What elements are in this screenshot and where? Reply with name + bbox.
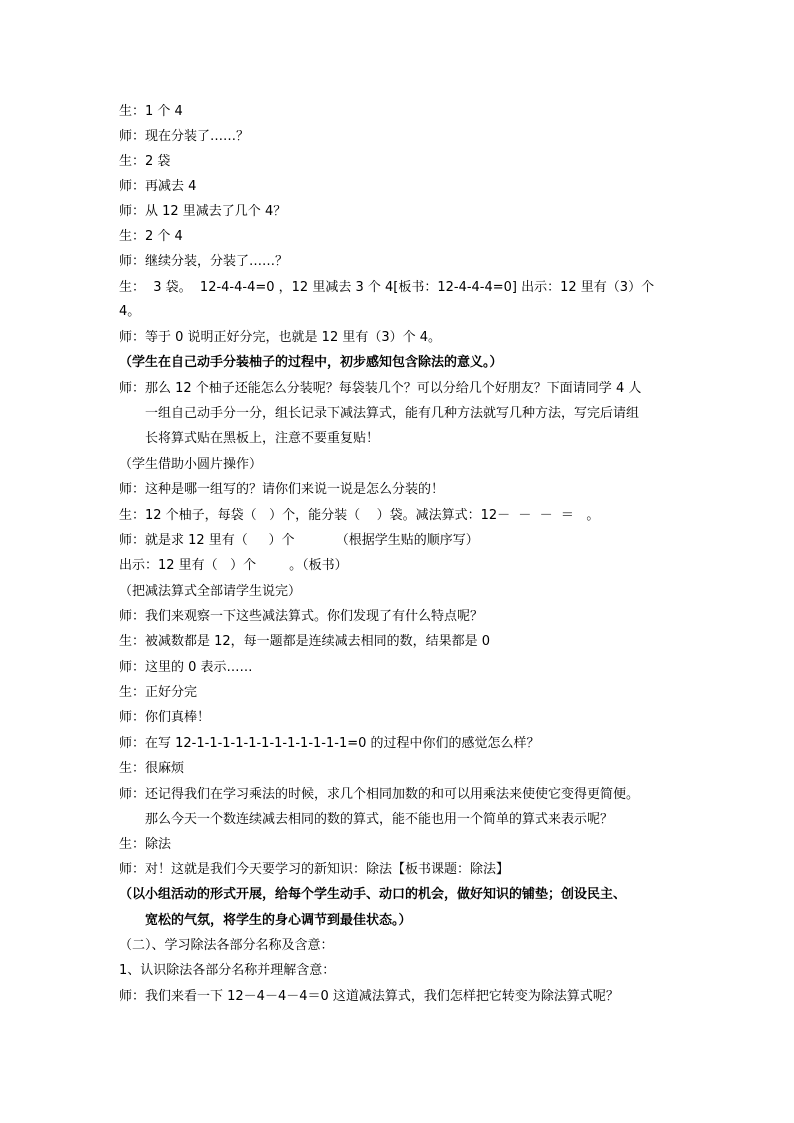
text-line: 师：对！这就是我们今天要学习的新知识：除法【板书课题：除法】 <box>119 862 510 877</box>
text-line: （学生借助小圆片操作） <box>119 457 263 472</box>
text-line: 生：2 个 4 <box>119 229 183 244</box>
text-line: 生：12 个柚子，每袋（ ）个，能分装（ ）袋。减法算式：12－ － － ＝ 。 <box>119 508 600 523</box>
text-line: 4。 <box>119 304 141 319</box>
text-line: 师：现在分装了……？ <box>119 129 250 144</box>
text-line: 那么今天一个数连续减去相同的数的算式，能不能也用一个简单的算式来表示呢？ <box>145 812 614 827</box>
text-line: 师：你们真棒！ <box>119 710 211 725</box>
text-line: 生：正好分完 <box>119 685 198 700</box>
text-line: 师：就是求 12 里有（ ）个 （根据学生贴的顺序写） <box>119 533 479 548</box>
text-line: 生：被减数都是 12，每一题都是连续减去相同的数，结果都是 0 <box>119 634 491 649</box>
text-line: 师：这里的 0 表示…… <box>119 660 253 675</box>
text-line: 生：除法 <box>119 837 172 852</box>
text-line: 长将算式贴在黑板上，注意不要重复贴！ <box>145 431 380 446</box>
note-line: （学生在自己动手分装柚子的过程中，初步感知包含除法的意义。） <box>119 355 503 370</box>
subsection-heading: 1、认识除法各部分名称并理解含意： <box>119 963 336 978</box>
text-line: 师：在写 12-1-1-1-1-1-1-1-1-1-1-1-1=0 的过程中你们的感觉怎么样？ <box>119 736 540 751</box>
text-line: 师：再减去 4 <box>119 179 197 194</box>
text-line: （把减法算式全部请学生说完） <box>119 584 302 599</box>
text-line: 师：还记得我们在学习乘法的时候，求几个相同加数的和可以用乘法来使使它变得更简便。 <box>119 787 640 802</box>
text-line: 师：那么 12 个柚子还能怎么分装呢？每袋装几个？可以分给几个好朋友？下面请同学 4 人 <box>119 381 642 396</box>
section-heading: （二）、学习除法各部分名称及含意： <box>119 938 334 953</box>
note-line: 宽松的气氛，将学生的身心调节到最佳状态。） <box>145 913 412 928</box>
text-line: 一组自己动手分一分，组长记录下减法算式，能有几种方法就写几种方法，写完后请组 <box>145 406 640 421</box>
note-line: （以小组活动的形式开展，给每个学生动手、动口的机会，做好知识的铺垫；创设民主、 <box>119 887 627 902</box>
text-line: 师：我们来看一下 12－4－4－4＝0 这道减法算式，我们怎样把它转变为除法算式呢？ <box>119 989 619 1004</box>
text-line: 师：从 12 里减去了几个 4？ <box>119 204 287 219</box>
text-line: 师：这种是哪一组写的？请你们来说一说是怎么分装的！ <box>119 482 445 497</box>
text-line: 生：1 个 4 <box>119 104 183 119</box>
text-line: 生：2 袋 <box>119 154 171 169</box>
text-line: 师：我们来观察一下这些减法算式。你们发现了有什么特点呢？ <box>119 609 484 624</box>
text-line: 出示：12 里有（ ）个 。（板书） <box>119 558 348 573</box>
text-line: 生： 3 袋。 12-4-4-4=0 ，12 里减去 3 个 4[板书：12-4-4-4=0] 出示：12 里有（3）个 <box>119 280 655 295</box>
text-line: 生：很麻烦 <box>119 761 185 776</box>
text-line: 师：等于 0 说明正好分完，也就是 12 里有（3）个 4。 <box>119 330 442 345</box>
text-line: 师：继续分装，分装了……？ <box>119 254 289 269</box>
